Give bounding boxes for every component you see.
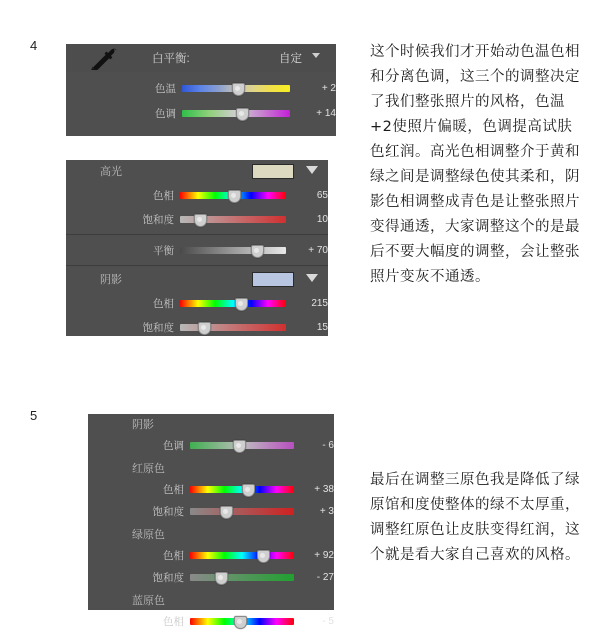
slider-row-highlight-saturation[interactable]: [66, 210, 328, 228]
white-balance-label: 白平衡:: [152, 53, 190, 65]
chevron-down-icon[interactable]: [306, 166, 318, 174]
slider-knob[interactable]: [257, 550, 270, 563]
slider-track-highlight-saturation[interactable]: [180, 216, 286, 223]
step-number-5: 5: [30, 408, 38, 423]
slider-value: - 5: [322, 615, 334, 627]
camera-calibration-panel: [88, 414, 334, 628]
slider-knob[interactable]: [233, 440, 246, 453]
slider-label: 饱和度: [152, 505, 184, 518]
slider-value: - 6: [322, 439, 334, 451]
slider-label: 平衡: [153, 244, 174, 257]
slider-value: - 27: [316, 571, 334, 583]
slider-value: + 3: [319, 505, 334, 517]
slider-row-green-hue[interactable]: [88, 546, 334, 564]
slider-value: + 38: [314, 483, 334, 495]
slider-row-shadow-saturation[interactable]: [66, 318, 328, 336]
chevron-down-icon[interactable]: [312, 53, 320, 58]
slider-knob[interactable]: [251, 245, 264, 258]
slider-knob[interactable]: [215, 572, 228, 585]
slider-row-color-temp[interactable]: [66, 79, 336, 97]
section-header-shadows-2: [88, 414, 334, 434]
slider-label: 色相: [153, 297, 174, 310]
section-title: 高光: [100, 166, 122, 178]
slider-track-balance[interactable]: [180, 247, 286, 254]
slider-value: 215: [311, 297, 328, 309]
slider-track-shadow-saturation[interactable]: [180, 324, 286, 331]
slider-value: + 14: [316, 107, 336, 119]
slider-track-highlight-hue[interactable]: [180, 192, 286, 199]
slider-row-tint[interactable]: [66, 104, 336, 122]
slider-label: 色相: [163, 483, 184, 496]
white-balance-panel: [66, 44, 336, 136]
section-title: 绿原色: [132, 529, 165, 541]
section-title: 阴影: [132, 419, 154, 431]
slider-value: + 2: [321, 82, 336, 94]
slider-knob[interactable]: [228, 190, 241, 203]
highlight-color-swatch[interactable]: [252, 164, 294, 179]
slider-value: + 92: [314, 549, 334, 561]
section-title: 蓝原色: [132, 595, 165, 607]
eyedropper-icon[interactable]: [84, 46, 124, 75]
slider-row-shadow-tint[interactable]: [88, 436, 334, 454]
slider-label: 色调: [155, 107, 176, 120]
slider-knob[interactable]: [242, 484, 255, 497]
white-balance-value[interactable]: 自定: [279, 53, 302, 65]
section-header-blue-primary: [88, 590, 334, 610]
slider-label: 饱和度: [142, 213, 174, 226]
slider-track-shadow-hue[interactable]: [180, 300, 286, 307]
section-header-shadows[interactable]: [66, 268, 328, 290]
slider-knob[interactable]: [232, 83, 245, 96]
slider-row-shadow-hue[interactable]: [66, 294, 328, 312]
slider-knob[interactable]: [194, 214, 207, 227]
slider-row-blue-hue[interactable]: [88, 612, 334, 630]
slider-track-green-saturation[interactable]: [190, 574, 294, 581]
section-header-green-primary: [88, 524, 334, 544]
slider-label: 饱和度: [152, 571, 184, 584]
white-balance-bar[interactable]: [66, 44, 336, 72]
annotation-top: 这个时候我们才开始动色温色相和分离色调，这三个的调整决定了我们整张照片的风格，色温+2使照片偏暖，色调提高试肤色红润。高光色相调整介于黄和绿之间是调整绿色使其柔和，阴影色相调整成青色是让整张照片变得通透，大家调整这个的是最后不要大幅度的调整，会让整张照片变灰不通透。: [370, 44, 580, 285]
slider-row-highlight-hue[interactable]: [66, 186, 328, 204]
slider-label: 色温: [155, 82, 176, 95]
slider-track-blue-hue[interactable]: [190, 618, 294, 625]
section-title: 阴影: [100, 274, 122, 286]
slider-label: 饱和度: [142, 321, 174, 334]
slider-knob[interactable]: [234, 616, 247, 629]
slider-label: 色调: [163, 439, 184, 452]
slider-knob[interactable]: [236, 108, 249, 121]
slider-value: 15: [316, 321, 328, 333]
section-title: 红原色: [132, 463, 165, 475]
section-header-red-primary: [88, 458, 334, 478]
split-toning-panel: [66, 160, 328, 336]
slider-track-tint[interactable]: [182, 110, 290, 117]
shadow-color-swatch[interactable]: [252, 272, 294, 287]
slider-value: 65: [316, 189, 328, 201]
section-header-highlights[interactable]: [66, 160, 328, 182]
slider-label: 色相: [163, 549, 184, 562]
slider-value: + 70: [308, 244, 328, 256]
slider-track-color-temp[interactable]: [182, 85, 290, 92]
slider-track-red-saturation[interactable]: [190, 508, 294, 515]
slider-track-red-hue[interactable]: [190, 486, 294, 493]
slider-label: 色相: [163, 615, 184, 628]
slider-row-red-saturation[interactable]: [88, 502, 334, 520]
slider-knob[interactable]: [235, 298, 248, 311]
slider-row-green-saturation[interactable]: [88, 568, 334, 586]
slider-row-balance[interactable]: [66, 241, 328, 259]
slider-track-shadow-tint[interactable]: [190, 442, 294, 449]
step-number-4: 4: [30, 38, 38, 53]
annotation-bottom: 最后在调整三原色我是降低了绿原馆和度使整体的绿不太厚重，调整红原色让皮肤变得红润，这个就是看大家自己喜欢的风格。: [370, 472, 580, 563]
slider-value: 10: [316, 213, 328, 225]
slider-label: 色相: [153, 189, 174, 202]
chevron-down-icon[interactable]: [306, 274, 318, 282]
slider-row-red-hue[interactable]: [88, 480, 334, 498]
slider-track-green-hue[interactable]: [190, 552, 294, 559]
slider-knob[interactable]: [198, 322, 211, 335]
slider-knob[interactable]: [220, 506, 233, 519]
